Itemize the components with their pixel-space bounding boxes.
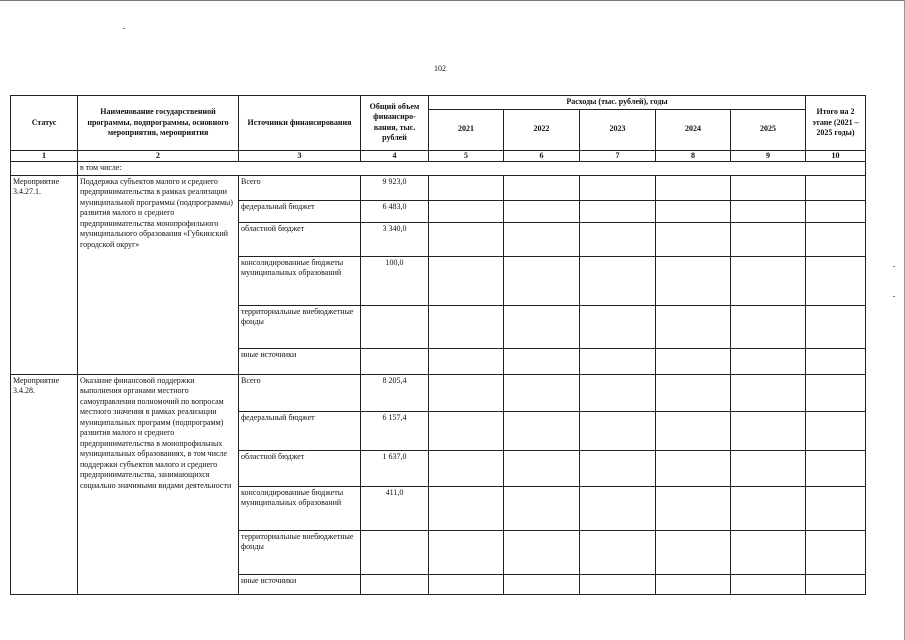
measure-name: Поддержка субъектов малого и среднего предпринимательства в рамках реализации муниципальной программы (подпрограммы) развития малого и среднего предпринимательства монопрофильного муниципального образования «Губкинский городской округ»	[78, 175, 239, 374]
empty-cell	[429, 411, 504, 450]
empty-cell	[806, 305, 866, 348]
table-row	[11, 374, 866, 411]
empty-cell	[504, 175, 580, 200]
total-amount	[361, 574, 429, 594]
empty-cell	[504, 374, 580, 411]
empty-cell	[806, 411, 866, 450]
empty-cell	[806, 374, 866, 411]
empty-cell	[580, 305, 656, 348]
sub-header-row	[11, 162, 866, 176]
empty-cell	[806, 574, 866, 594]
empty-cell	[806, 200, 866, 222]
empty-cell	[580, 200, 656, 222]
column-number: 5	[429, 150, 504, 162]
column-number: 4	[361, 150, 429, 162]
empty-cell	[504, 305, 580, 348]
empty-cell	[731, 574, 806, 594]
empty-cell	[429, 200, 504, 222]
financing-table	[10, 95, 866, 595]
empty-cell	[731, 256, 806, 305]
header-stage-total: Итого на 2 этапе (2021 – 2025 годы)	[806, 96, 866, 151]
source-label: федеральный бюджет	[239, 411, 361, 450]
scan-speck	[893, 266, 895, 267]
source-label: областной бюджет	[239, 450, 361, 486]
empty-cell	[429, 175, 504, 200]
header-expenses: Расходы (тыс. рублей), годы	[429, 96, 806, 110]
empty-cell	[429, 348, 504, 374]
empty-cell	[731, 486, 806, 530]
empty-cell	[806, 222, 866, 256]
empty-cell	[656, 411, 731, 450]
column-number-row	[11, 150, 866, 162]
empty-cell	[504, 486, 580, 530]
empty-cell	[504, 200, 580, 222]
sub-header: в том числе:	[78, 162, 866, 176]
empty-cell	[580, 256, 656, 305]
measure-status: Мероприятие 3.4.28.	[11, 374, 78, 594]
total-amount: 411,0	[361, 486, 429, 530]
empty-cell	[656, 256, 731, 305]
total-amount: 3 340,0	[361, 222, 429, 256]
header-row	[11, 96, 866, 110]
header-year: 2025	[731, 109, 806, 150]
empty-cell	[504, 411, 580, 450]
header-year: 2023	[580, 109, 656, 150]
header-year: 2024	[656, 109, 731, 150]
empty-cell	[580, 450, 656, 486]
source-label: консолидированные бюджеты муниципальных образований	[239, 256, 361, 305]
empty-cell	[731, 348, 806, 374]
empty-cell	[580, 222, 656, 256]
empty-cell	[731, 530, 806, 574]
column-number: 9	[731, 150, 806, 162]
header-total: Общий объем финансиро-вания, тыс. рублей	[361, 96, 429, 151]
header-year: 2022	[504, 109, 580, 150]
empty-cell	[504, 222, 580, 256]
source-label: иные источники	[239, 574, 361, 594]
empty-cell	[656, 222, 731, 256]
total-amount: 8 205,4	[361, 374, 429, 411]
empty-cell	[504, 530, 580, 574]
total-amount	[361, 530, 429, 574]
empty-cell	[656, 574, 731, 594]
empty-cell	[731, 411, 806, 450]
empty-cell	[580, 374, 656, 411]
empty-cell	[806, 486, 866, 530]
column-number: 2	[78, 150, 239, 162]
source-label: иные источники	[239, 348, 361, 374]
column-number: 7	[580, 150, 656, 162]
source-label: консолидированные бюджеты муниципальных образований	[239, 486, 361, 530]
empty-cell	[806, 348, 866, 374]
empty-cell	[580, 348, 656, 374]
total-amount: 9 923,0	[361, 175, 429, 200]
column-number: 8	[656, 150, 731, 162]
empty-cell	[731, 450, 806, 486]
empty-cell	[656, 305, 731, 348]
empty-cell	[731, 200, 806, 222]
empty-cell	[656, 175, 731, 200]
empty-cell	[580, 574, 656, 594]
source-label: территориальные внебюджетные фонды	[239, 530, 361, 574]
empty-cell	[656, 450, 731, 486]
header-year: 2021	[429, 109, 504, 150]
empty-cell	[656, 200, 731, 222]
empty-cell	[504, 450, 580, 486]
source-label: федеральный бюджет	[239, 200, 361, 222]
total-amount: 1 637,0	[361, 450, 429, 486]
empty-cell	[806, 175, 866, 200]
empty-cell	[429, 530, 504, 574]
empty-cell	[429, 222, 504, 256]
total-amount: 100,0	[361, 256, 429, 305]
empty-cell	[429, 305, 504, 348]
column-number: 10	[806, 150, 866, 162]
scan-speck	[123, 28, 125, 29]
source-label: областной бюджет	[239, 222, 361, 256]
empty-cell	[429, 256, 504, 305]
empty-cell	[656, 348, 731, 374]
empty-cell	[504, 574, 580, 594]
total-amount: 6 483,0	[361, 200, 429, 222]
empty-cell	[731, 222, 806, 256]
source-label: Всего	[239, 374, 361, 411]
empty-cell	[504, 348, 580, 374]
empty-cell	[429, 450, 504, 486]
total-amount: 6 157,4	[361, 411, 429, 450]
scan-speck	[893, 296, 895, 297]
header-sources: Источники финансирования	[239, 96, 361, 151]
page-number: 102	[434, 64, 446, 73]
empty-cell	[806, 256, 866, 305]
empty-cell	[429, 486, 504, 530]
column-number: 3	[239, 150, 361, 162]
empty-cell	[806, 530, 866, 574]
source-label: Всего	[239, 175, 361, 200]
empty-cell	[656, 374, 731, 411]
total-amount	[361, 305, 429, 348]
empty-cell	[656, 486, 731, 530]
empty-cell	[580, 486, 656, 530]
empty-cell	[429, 374, 504, 411]
header-status: Статус	[11, 96, 78, 151]
empty-cell	[429, 574, 504, 594]
empty-cell	[731, 374, 806, 411]
table-row	[11, 175, 866, 200]
empty-cell	[580, 411, 656, 450]
header-name: Наименование государственной программы, подпрограммы, основного мероприятия, мероприятия	[78, 96, 239, 151]
empty-cell	[504, 256, 580, 305]
column-number: 6	[504, 150, 580, 162]
empty-cell	[580, 175, 656, 200]
column-number: 1	[11, 150, 78, 162]
empty-cell	[656, 530, 731, 574]
empty-cell	[11, 162, 78, 176]
measure-name: Оказание финансовой поддержки выполнения органами местного самоуправления полномочий по вопросам местного значения в рамках реализации муниципальных программ (подпрограмм) развития малого и среднего предпринимательства в монопрофильных муниципальных образованиях, в том числе поддержки субъектов малого и среднего предпринимательства, занимающихся социально значимыми видами деятельности	[78, 374, 239, 594]
total-amount	[361, 348, 429, 374]
measure-status: Мероприятие 3.4.27.1.	[11, 175, 78, 374]
source-label: территориальные внебюджетные фонды	[239, 305, 361, 348]
empty-cell	[731, 175, 806, 200]
empty-cell	[806, 450, 866, 486]
empty-cell	[731, 305, 806, 348]
empty-cell	[580, 530, 656, 574]
